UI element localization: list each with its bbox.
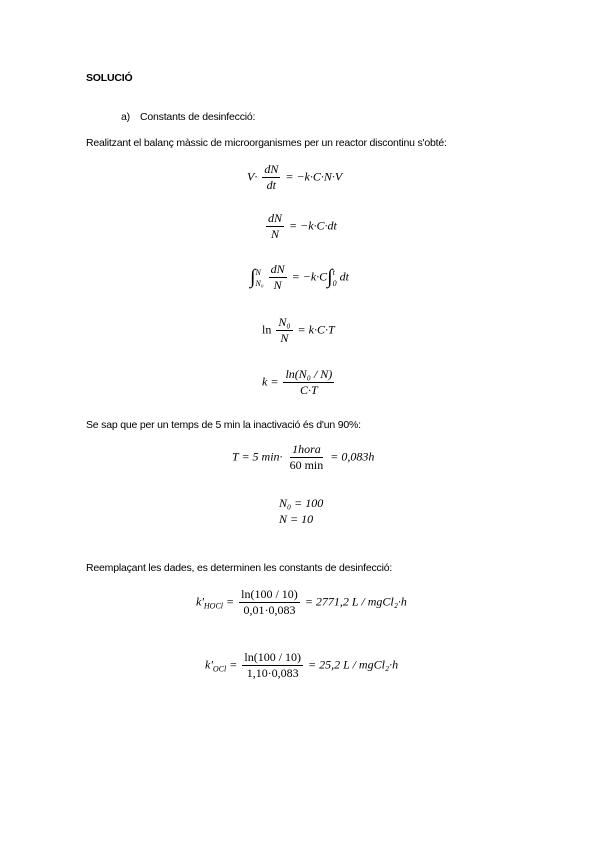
eq3-den: N [273, 278, 282, 292]
eq4-ln: ln [262, 322, 272, 337]
eq9-eq: = [229, 657, 238, 672]
eq6-num: 1hora [292, 442, 321, 456]
eq8-num: ln(100 / 10) [241, 587, 298, 601]
solution-heading: SOLUCIÓ [86, 72, 133, 84]
eq1-fraction [262, 163, 280, 192]
eq5-num: ln(N₀ / N) [285, 367, 333, 381]
eq8-sub: HOCl [203, 601, 224, 611]
eq3-rhs2: dt [339, 269, 349, 284]
eq1-num: dN [264, 162, 279, 176]
eq4-num: N₀ [278, 315, 291, 329]
eq2-rhs: = −k·C·dt [289, 218, 337, 233]
eq8-fraction [239, 588, 300, 617]
paragraph-mass-balance: Realitzant el balanç màssic de microorganismes per un reactor discontinu s'obté: [86, 137, 447, 149]
eq1-rhs: = −k·C·N·V [285, 169, 343, 184]
eq6-den: 60 min [289, 458, 324, 472]
equation-time [232, 443, 374, 472]
eq9-den: 1,10·0,083 [246, 666, 299, 680]
paragraph-replace-data: Reemplaçant les dades, es determinen les constants de desinfecció: [86, 562, 393, 574]
eq7-line1: N₀ = 100 [279, 496, 324, 510]
equation-integral [250, 263, 349, 292]
eq8-rhs: = 2771,2 L / mgCl₂·h [304, 594, 407, 609]
eq7-line2: N = 10 [279, 512, 314, 526]
section-a-marker: a) [121, 111, 130, 123]
eq9-sub: OCl [212, 664, 227, 674]
eq3-upper: N [255, 267, 261, 277]
eq2-den: N [271, 227, 280, 241]
eq3-lower2: 0 [332, 278, 337, 288]
eq3-rhs1: = −k·C [291, 269, 328, 284]
equation-mass-balance [247, 163, 342, 192]
eq6-lhs: T = 5 min· [232, 449, 283, 464]
eq8-den: 0,01·0,083 [243, 603, 296, 617]
eq4-rhs: = k·C·T [297, 322, 335, 337]
eq2-num: dN [268, 211, 283, 225]
integral-sign-2: ∫ [327, 266, 333, 288]
eq1-den: dt [266, 178, 277, 192]
eq5-lhs: k = [262, 374, 279, 389]
eq9-rhs: = 25,2 L / mgCl₂·h [308, 657, 399, 672]
equation-separated [264, 212, 337, 241]
eq3-num: dN [270, 262, 285, 276]
eq8-lhs: k' [196, 594, 204, 609]
eq4-den: N [280, 331, 289, 345]
eq3-lower: N₀ [255, 278, 264, 288]
eq8-eq: = [226, 594, 235, 609]
paragraph-inactivation: Se sap que per un temps de 5 min la inactivació és d'un 90%: [86, 419, 361, 431]
eq5-fraction [283, 368, 334, 397]
equation-log [262, 316, 335, 345]
eq3-fraction [269, 263, 287, 292]
equation-k-hocl [196, 588, 407, 617]
eq9-fraction [242, 651, 303, 680]
equation-k-ocl [205, 651, 398, 680]
eq6-fraction [288, 443, 326, 472]
eq5-den: C·T [300, 383, 318, 397]
equation-counts [279, 495, 323, 527]
eq3-upper2: t [332, 267, 335, 277]
eq9-num: ln(100 / 10) [244, 650, 302, 664]
equation-k [262, 368, 336, 397]
eq1-lhs: V· [247, 169, 258, 184]
integral-sign-1: ∫ [250, 266, 256, 288]
eq9-lhs: k' [205, 657, 213, 672]
section-a-title: Constants de desinfecció: [140, 111, 256, 123]
eq2-fraction [266, 212, 284, 241]
eq6-rhs: = 0,083h [330, 449, 375, 464]
eq4-fraction [276, 316, 292, 345]
